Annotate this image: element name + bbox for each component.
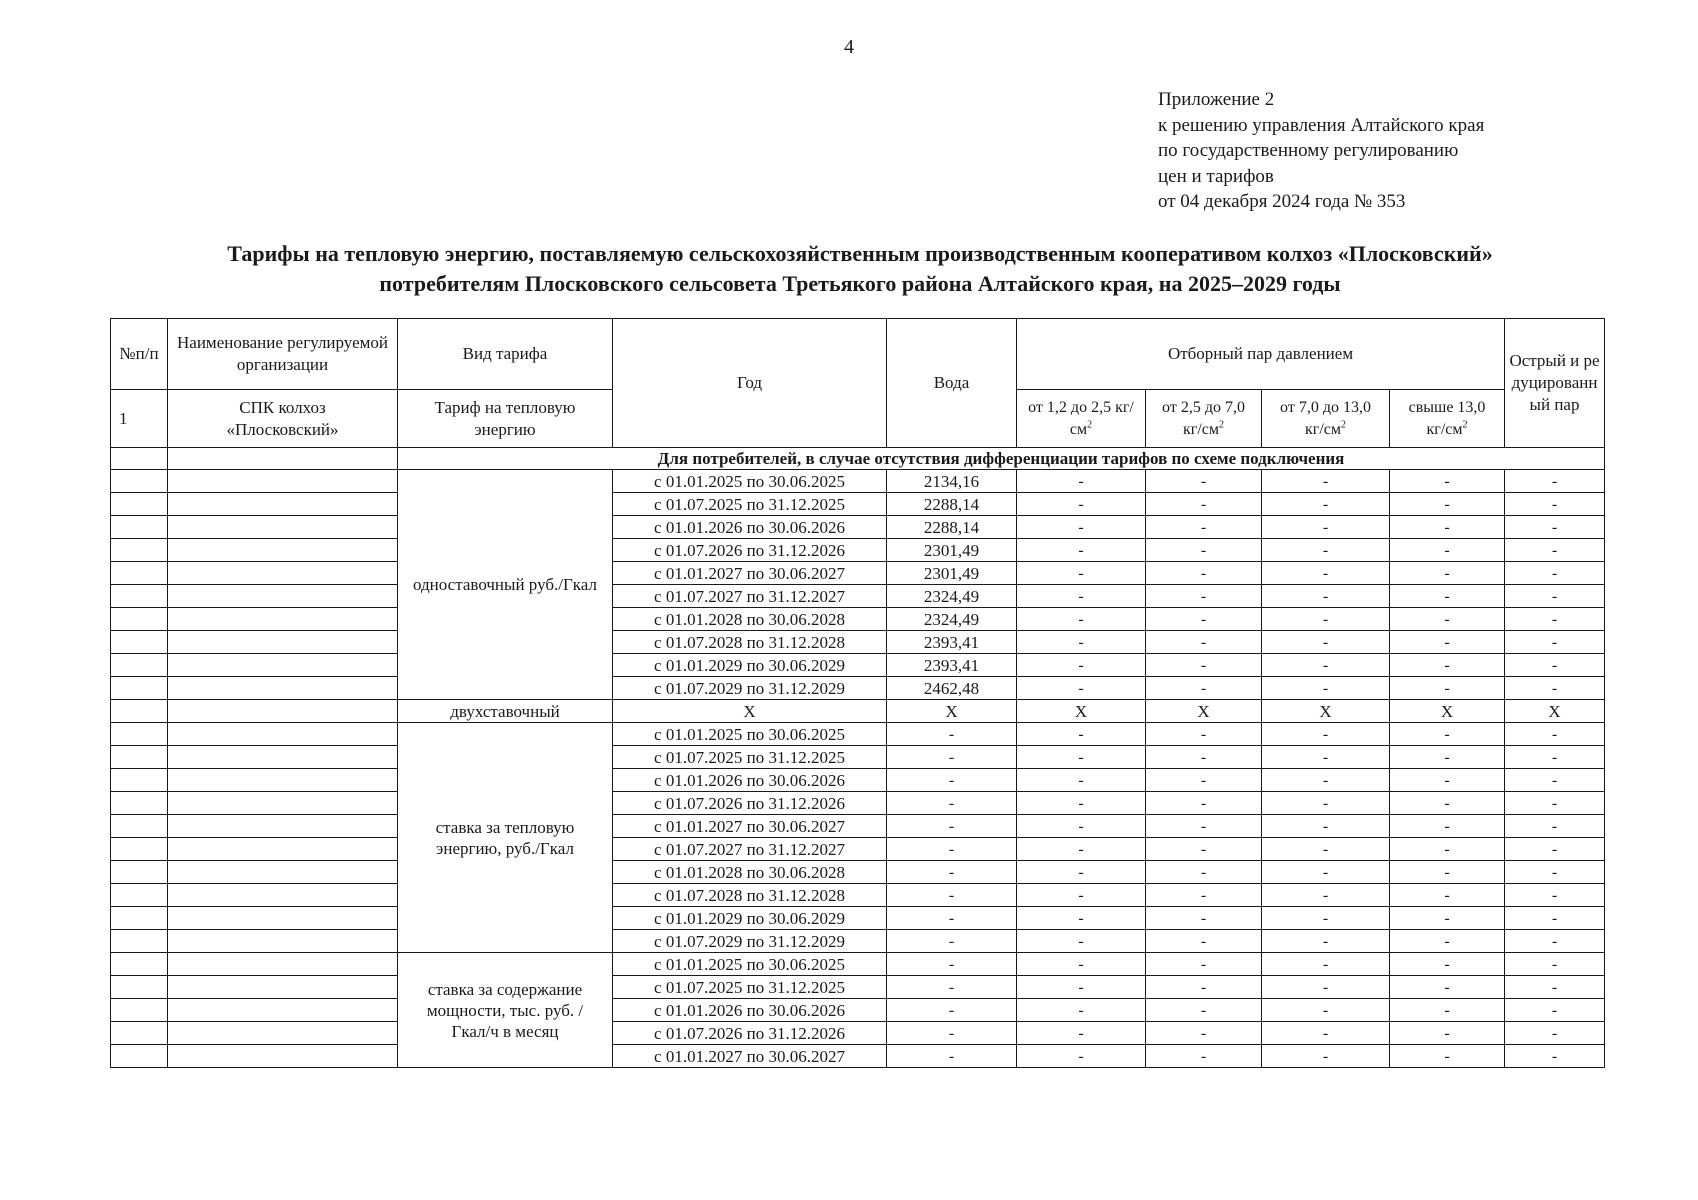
row-num-cell: [111, 884, 168, 907]
row-org-cell: [168, 746, 398, 769]
row-num-cell: [111, 1022, 168, 1045]
sharp-steam-value: -: [1505, 493, 1605, 516]
row-org-cell: [168, 539, 398, 562]
steam-value-s1: -: [1017, 838, 1146, 861]
steam-value-s1: -: [1017, 815, 1146, 838]
steam-value-s1: -: [1017, 953, 1146, 976]
row-num-cell: [111, 1045, 168, 1068]
table-row: [111, 677, 1605, 700]
table-row: [111, 861, 1605, 884]
water-value: -: [887, 930, 1017, 953]
tariff-group-label: двухставочный: [398, 700, 613, 723]
period-cell: с 01.01.2025 по 30.06.2025: [613, 953, 887, 976]
row-num-cell: [111, 976, 168, 999]
steam-value-s2: -: [1146, 815, 1262, 838]
steam-value-s1: -: [1017, 516, 1146, 539]
sharp-steam-value: -: [1505, 976, 1605, 999]
water-value: -: [887, 746, 1017, 769]
steam-value-s3: -: [1262, 792, 1390, 815]
water-value: -: [887, 884, 1017, 907]
steam-value-s1: -: [1017, 930, 1146, 953]
row-org-cell: [168, 792, 398, 815]
steam-value-s2: -: [1146, 608, 1262, 631]
row-org-cell: [168, 562, 398, 585]
tariff-group-label: ставка за содержание мощности, тыс. руб. /Гкал/ч в месяц: [398, 953, 613, 1068]
steam-value-s3: -: [1262, 654, 1390, 677]
sharp-steam-value: -: [1505, 470, 1605, 493]
steam-value-s3: -: [1262, 631, 1390, 654]
water-value: -: [887, 861, 1017, 884]
period-cell: с 01.07.2029 по 31.12.2029: [613, 677, 887, 700]
steam-value-s4: -: [1390, 539, 1505, 562]
header-steam: Отборный пар давлением: [1017, 319, 1505, 390]
appendix-line: по государственному регулированию: [1158, 140, 1459, 161]
steam-value-s2: -: [1146, 907, 1262, 930]
table-row: [111, 792, 1605, 815]
row-org-cell: [168, 815, 398, 838]
period-cell: с 01.07.2026 по 31.12.2026: [613, 1022, 887, 1045]
steam-value-s1: -: [1017, 861, 1146, 884]
steam-value-s1: -: [1017, 631, 1146, 654]
period-cell: с 01.01.2028 по 30.06.2028: [613, 608, 887, 631]
steam-value-s1: -: [1017, 562, 1146, 585]
table-row: [111, 815, 1605, 838]
table-row: [111, 999, 1605, 1022]
section-empty-num: [111, 448, 168, 470]
table-row: [111, 746, 1605, 769]
steam-value-s4: -: [1390, 608, 1505, 631]
period-cell: с 01.01.2027 по 30.06.2027: [613, 562, 887, 585]
steam-value-s2: -: [1146, 884, 1262, 907]
steam-value-s3: -: [1262, 838, 1390, 861]
header-steam-4: свыше 13,0 $кг/см^2$: [1390, 390, 1505, 448]
period-cell: с 01.01.2025 по 30.06.2025: [613, 723, 887, 746]
section-empty-org: [168, 448, 398, 470]
steam-value-s2: -: [1146, 930, 1262, 953]
sharp-steam-value: -: [1505, 723, 1605, 746]
steam-value-s4: -: [1390, 838, 1505, 861]
steam-value-s1: -: [1017, 654, 1146, 677]
period-cell: с 01.01.2027 по 30.06.2027: [613, 1045, 887, 1068]
steam-value-s4: -: [1390, 723, 1505, 746]
row-org-cell: [168, 861, 398, 884]
period-cell: с 01.01.2025 по 30.06.2025: [613, 470, 887, 493]
header-sharp-steam: Острый и редуцированный пар: [1505, 319, 1605, 448]
steam-value-s1: -: [1017, 746, 1146, 769]
water-value: 2393,41: [887, 654, 1017, 677]
steam-value-s3: -: [1262, 516, 1390, 539]
steam-value-s1: -: [1017, 792, 1146, 815]
water-value: -: [887, 907, 1017, 930]
sharp-steam-value: -: [1505, 677, 1605, 700]
sharp-steam-value: -: [1505, 953, 1605, 976]
table-row: [111, 976, 1605, 999]
row-num-cell: [111, 493, 168, 516]
period-cell: с 01.01.2026 по 30.06.2026: [613, 516, 887, 539]
tariff-group-label: ставка за тепловую энергию, руб./Гкал: [398, 723, 613, 953]
steam-value-s3: -: [1262, 585, 1390, 608]
org-tariff: Тариф на тепловую энергию: [398, 390, 613, 448]
row-org-cell: [168, 930, 398, 953]
period-cell: с 01.01.2029 по 30.06.2029: [613, 907, 887, 930]
table-row: [111, 930, 1605, 953]
row-num-cell: [111, 769, 168, 792]
table-row: [111, 1022, 1605, 1045]
table-row: [111, 516, 1605, 539]
steam-value-s3: -: [1262, 1045, 1390, 1068]
sharp-steam-value: -: [1505, 999, 1605, 1022]
steam-value-s3: -: [1262, 861, 1390, 884]
period-cell: с 01.01.2027 по 30.06.2027: [613, 815, 887, 838]
sharp-steam-value: -: [1505, 792, 1605, 815]
water-value: 2288,14: [887, 516, 1017, 539]
steam-value-s2: -: [1146, 1045, 1262, 1068]
row-num-cell: [111, 700, 168, 723]
period-cell: с 01.07.2026 по 31.12.2026: [613, 792, 887, 815]
appendix-line: Приложение 2: [1158, 89, 1275, 110]
table-row: [111, 470, 1605, 493]
sharp-steam-value: -: [1505, 539, 1605, 562]
steam-value-s2: -: [1146, 976, 1262, 999]
period-cell: с 01.01.2029 по 30.06.2029: [613, 654, 887, 677]
water-value: -: [887, 1045, 1017, 1068]
steam-value-s4: -: [1390, 1022, 1505, 1045]
period-cell: с 01.07.2026 по 31.12.2026: [613, 539, 887, 562]
row-num-cell: [111, 470, 168, 493]
header-tariff-type: Вид тарифа: [398, 319, 613, 390]
row-org-cell: [168, 723, 398, 746]
row-num-cell: [111, 907, 168, 930]
section-label: Для потребителей, в случае отсутствия дифференциации тарифов по схеме подключения: [398, 448, 1605, 470]
sharp-steam-value: -: [1505, 769, 1605, 792]
steam-value-s1: -: [1017, 585, 1146, 608]
row-num-cell: [111, 516, 168, 539]
header-steam-1: от 1,2 до 2,5 $кг/см^2$: [1017, 390, 1146, 448]
steam-value-s1: -: [1017, 1045, 1146, 1068]
row-org-cell: [168, 631, 398, 654]
header-row: [111, 319, 1605, 390]
water-value: 2134,16: [887, 470, 1017, 493]
steam-value-s3: -: [1262, 815, 1390, 838]
steam-value-s1: -: [1017, 884, 1146, 907]
water-value: -: [887, 815, 1017, 838]
row-org-cell: [168, 700, 398, 723]
row-num-cell: [111, 585, 168, 608]
section-row: [111, 448, 1605, 470]
tariff-group-label: одноставочный руб./Гкал: [398, 470, 613, 700]
header-steam-3: от 7,0 до 13,0 $кг/см^2$: [1262, 390, 1390, 448]
steam-value-s2: -: [1146, 861, 1262, 884]
period-cell: X: [613, 700, 887, 723]
header-org: Наименование регулируемой организации: [168, 319, 398, 390]
steam-value-s4: -: [1390, 470, 1505, 493]
steam-value-s3: -: [1262, 746, 1390, 769]
steam-value-s3: -: [1262, 930, 1390, 953]
table-row: [111, 562, 1605, 585]
sharp-steam-value: -: [1505, 838, 1605, 861]
steam-value-s4: -: [1390, 976, 1505, 999]
row-org-cell: [168, 907, 398, 930]
period-cell: с 01.07.2025 по 31.12.2025: [613, 493, 887, 516]
period-cell: с 01.07.2027 по 31.12.2027: [613, 838, 887, 861]
table-row: [111, 493, 1605, 516]
steam-value-s4: -: [1390, 746, 1505, 769]
steam-value-s2: X: [1146, 700, 1262, 723]
table-row: [111, 608, 1605, 631]
steam-value-s2: -: [1146, 677, 1262, 700]
sharp-steam-value: -: [1505, 815, 1605, 838]
steam-value-s2: -: [1146, 792, 1262, 815]
org-number: 1: [111, 390, 168, 448]
row-org-cell: [168, 953, 398, 976]
steam-value-s3: -: [1262, 907, 1390, 930]
steam-value-s2: -: [1146, 631, 1262, 654]
row-num-cell: [111, 746, 168, 769]
header-steam-2: от 2,5 до 7,0 $кг/см^2$: [1146, 390, 1262, 448]
title-line-1: Тарифы на тепловую энергию, поставляемую сельскохозяйственным производственным кооперативом колхоз «Плосковский»: [227, 241, 1493, 266]
steam-value-s1: -: [1017, 976, 1146, 999]
steam-value-s2: -: [1146, 769, 1262, 792]
water-value: 2393,41: [887, 631, 1017, 654]
org-name: СПК колхоз «Плосковский»: [168, 390, 398, 448]
table-row: [111, 953, 1605, 976]
steam-value-s4: -: [1390, 815, 1505, 838]
steam-value-s3: -: [1262, 562, 1390, 585]
row-num-cell: [111, 608, 168, 631]
steam-value-s4: -: [1390, 631, 1505, 654]
steam-value-s4: -: [1390, 654, 1505, 677]
steam-value-s3: -: [1262, 470, 1390, 493]
steam-value-s3: -: [1262, 493, 1390, 516]
steam-value-s4: -: [1390, 769, 1505, 792]
appendix-line: цен и тарифов: [1158, 165, 1274, 187]
steam-value-s2: -: [1146, 746, 1262, 769]
sharp-steam-value: -: [1505, 585, 1605, 608]
steam-value-s1: -: [1017, 677, 1146, 700]
sharp-steam-value: -: [1505, 884, 1605, 907]
steam-value-s2: -: [1146, 470, 1262, 493]
steam-value-s2: -: [1146, 838, 1262, 861]
row-num-cell: [111, 999, 168, 1022]
steam-value-s2: -: [1146, 585, 1262, 608]
period-cell: с 01.07.2028 по 31.12.2028: [613, 631, 887, 654]
sharp-steam-value: -: [1505, 861, 1605, 884]
period-cell: с 01.07.2027 по 31.12.2027: [613, 585, 887, 608]
row-org-cell: [168, 654, 398, 677]
steam-value-s4: -: [1390, 677, 1505, 700]
appendix-line: от 04 декабря 2024 года № 353: [1158, 191, 1406, 212]
steam-value-s1: -: [1017, 999, 1146, 1022]
steam-value-s1: -: [1017, 723, 1146, 746]
water-value: -: [887, 999, 1017, 1022]
steam-value-s2: -: [1146, 493, 1262, 516]
steam-value-s1: -: [1017, 769, 1146, 792]
row-org-cell: [168, 884, 398, 907]
steam-value-s2: -: [1146, 723, 1262, 746]
appendix-line: к решению управления Алтайского края: [1158, 114, 1485, 136]
row-org-cell: [168, 976, 398, 999]
water-value: -: [887, 976, 1017, 999]
page-number: 4: [844, 36, 854, 58]
steam-value-s4: -: [1390, 884, 1505, 907]
water-value: -: [887, 1022, 1017, 1045]
steam-value-s4: -: [1390, 861, 1505, 884]
row-org-cell: [168, 769, 398, 792]
sharp-steam-value: -: [1505, 1045, 1605, 1068]
sharp-steam-value: -: [1505, 746, 1605, 769]
period-cell: с 01.07.2028 по 31.12.2028: [613, 884, 887, 907]
steam-value-s1: -: [1017, 539, 1146, 562]
steam-value-s1: -: [1017, 907, 1146, 930]
water-value: 2301,49: [887, 562, 1017, 585]
steam-value-s3: -: [1262, 884, 1390, 907]
table-row: [111, 700, 1605, 723]
row-num-cell: [111, 677, 168, 700]
steam-value-s2: -: [1146, 999, 1262, 1022]
period-cell: с 01.01.2028 по 30.06.2028: [613, 861, 887, 884]
header-num: №п/п: [111, 319, 168, 390]
water-value: 2301,49: [887, 539, 1017, 562]
title-line-2: потребителям Плосковского сельсовета Третьякого района Алтайского края, на 2025–2029 годы: [379, 271, 1341, 296]
period-cell: с 01.01.2026 по 30.06.2026: [613, 769, 887, 792]
document-title: [80, 239, 1640, 299]
row-num-cell: [111, 723, 168, 746]
steam-value-s4: -: [1390, 1045, 1505, 1068]
water-value: 2462,48: [887, 677, 1017, 700]
row-org-cell: [168, 585, 398, 608]
sharp-steam-value: -: [1505, 608, 1605, 631]
table-row: [111, 769, 1605, 792]
row-num-cell: [111, 654, 168, 677]
water-value: -: [887, 792, 1017, 815]
table-row: [111, 1045, 1605, 1068]
row-num-cell: [111, 539, 168, 562]
steam-value-s2: -: [1146, 516, 1262, 539]
row-org-cell: [168, 1022, 398, 1045]
row-num-cell: [111, 562, 168, 585]
row-num-cell: [111, 792, 168, 815]
steam-value-s1: -: [1017, 493, 1146, 516]
row-num-cell: [111, 815, 168, 838]
sharp-steam-value: -: [1505, 930, 1605, 953]
table-row: [111, 723, 1605, 746]
steam-value-s3: -: [1262, 999, 1390, 1022]
steam-value-s2: -: [1146, 539, 1262, 562]
row-org-cell: [168, 677, 398, 700]
sharp-steam-value: X: [1505, 700, 1605, 723]
table-row: [111, 539, 1605, 562]
row-org-cell: [168, 493, 398, 516]
table-row: [111, 884, 1605, 907]
steam-value-s4: X: [1390, 700, 1505, 723]
tariff-table: [110, 318, 1605, 1068]
steam-value-s4: -: [1390, 930, 1505, 953]
steam-value-s3: -: [1262, 1022, 1390, 1045]
table-row: [111, 585, 1605, 608]
row-org-cell: [168, 999, 398, 1022]
steam-value-s3: -: [1262, 608, 1390, 631]
steam-value-s3: X: [1262, 700, 1390, 723]
steam-value-s3: -: [1262, 539, 1390, 562]
steam-value-s4: -: [1390, 493, 1505, 516]
table-row: [111, 907, 1605, 930]
table-row: [111, 631, 1605, 654]
steam-value-s3: -: [1262, 953, 1390, 976]
row-num-cell: [111, 631, 168, 654]
steam-value-s4: -: [1390, 585, 1505, 608]
row-num-cell: [111, 953, 168, 976]
table-row: [111, 838, 1605, 861]
row-org-cell: [168, 470, 398, 493]
water-value: 2288,14: [887, 493, 1017, 516]
steam-value-s4: -: [1390, 516, 1505, 539]
steam-value-s2: -: [1146, 654, 1262, 677]
row-num-cell: [111, 838, 168, 861]
steam-value-s4: -: [1390, 907, 1505, 930]
steam-value-s3: -: [1262, 677, 1390, 700]
sharp-steam-value: -: [1505, 654, 1605, 677]
period-cell: с 01.07.2029 по 31.12.2029: [613, 930, 887, 953]
steam-value-s1: -: [1017, 1022, 1146, 1045]
steam-value-s2: -: [1146, 953, 1262, 976]
steam-value-s4: -: [1390, 792, 1505, 815]
steam-value-s4: -: [1390, 953, 1505, 976]
row-org-cell: [168, 516, 398, 539]
row-org-cell: [168, 608, 398, 631]
sharp-steam-value: -: [1505, 562, 1605, 585]
sharp-steam-value: -: [1505, 516, 1605, 539]
steam-value-s1: -: [1017, 470, 1146, 493]
steam-value-s1: X: [1017, 700, 1146, 723]
row-num-cell: [111, 930, 168, 953]
table-row: [111, 654, 1605, 677]
header-water: Вода: [887, 319, 1017, 448]
water-value: X: [887, 700, 1017, 723]
water-value: 2324,49: [887, 608, 1017, 631]
water-value: -: [887, 838, 1017, 861]
sharp-steam-value: -: [1505, 907, 1605, 930]
row-org-cell: [168, 838, 398, 861]
period-cell: с 01.01.2026 по 30.06.2026: [613, 999, 887, 1022]
sharp-steam-value: -: [1505, 631, 1605, 654]
sharp-steam-value: -: [1505, 1022, 1605, 1045]
period-cell: с 01.07.2025 по 31.12.2025: [613, 746, 887, 769]
steam-value-s3: -: [1262, 769, 1390, 792]
steam-value-s4: -: [1390, 999, 1505, 1022]
steam-value-s4: -: [1390, 562, 1505, 585]
row-org-cell: [168, 1045, 398, 1068]
steam-value-s3: -: [1262, 723, 1390, 746]
period-cell: с 01.07.2025 по 31.12.2025: [613, 976, 887, 999]
steam-value-s3: -: [1262, 976, 1390, 999]
steam-value-s2: -: [1146, 1022, 1262, 1045]
row-num-cell: [111, 861, 168, 884]
water-value: -: [887, 953, 1017, 976]
steam-value-s1: -: [1017, 608, 1146, 631]
water-value: -: [887, 769, 1017, 792]
water-value: 2324,49: [887, 585, 1017, 608]
appendix-block: [1158, 87, 1484, 215]
header-year: Год: [613, 319, 887, 448]
water-value: -: [887, 723, 1017, 746]
steam-value-s2: -: [1146, 562, 1262, 585]
